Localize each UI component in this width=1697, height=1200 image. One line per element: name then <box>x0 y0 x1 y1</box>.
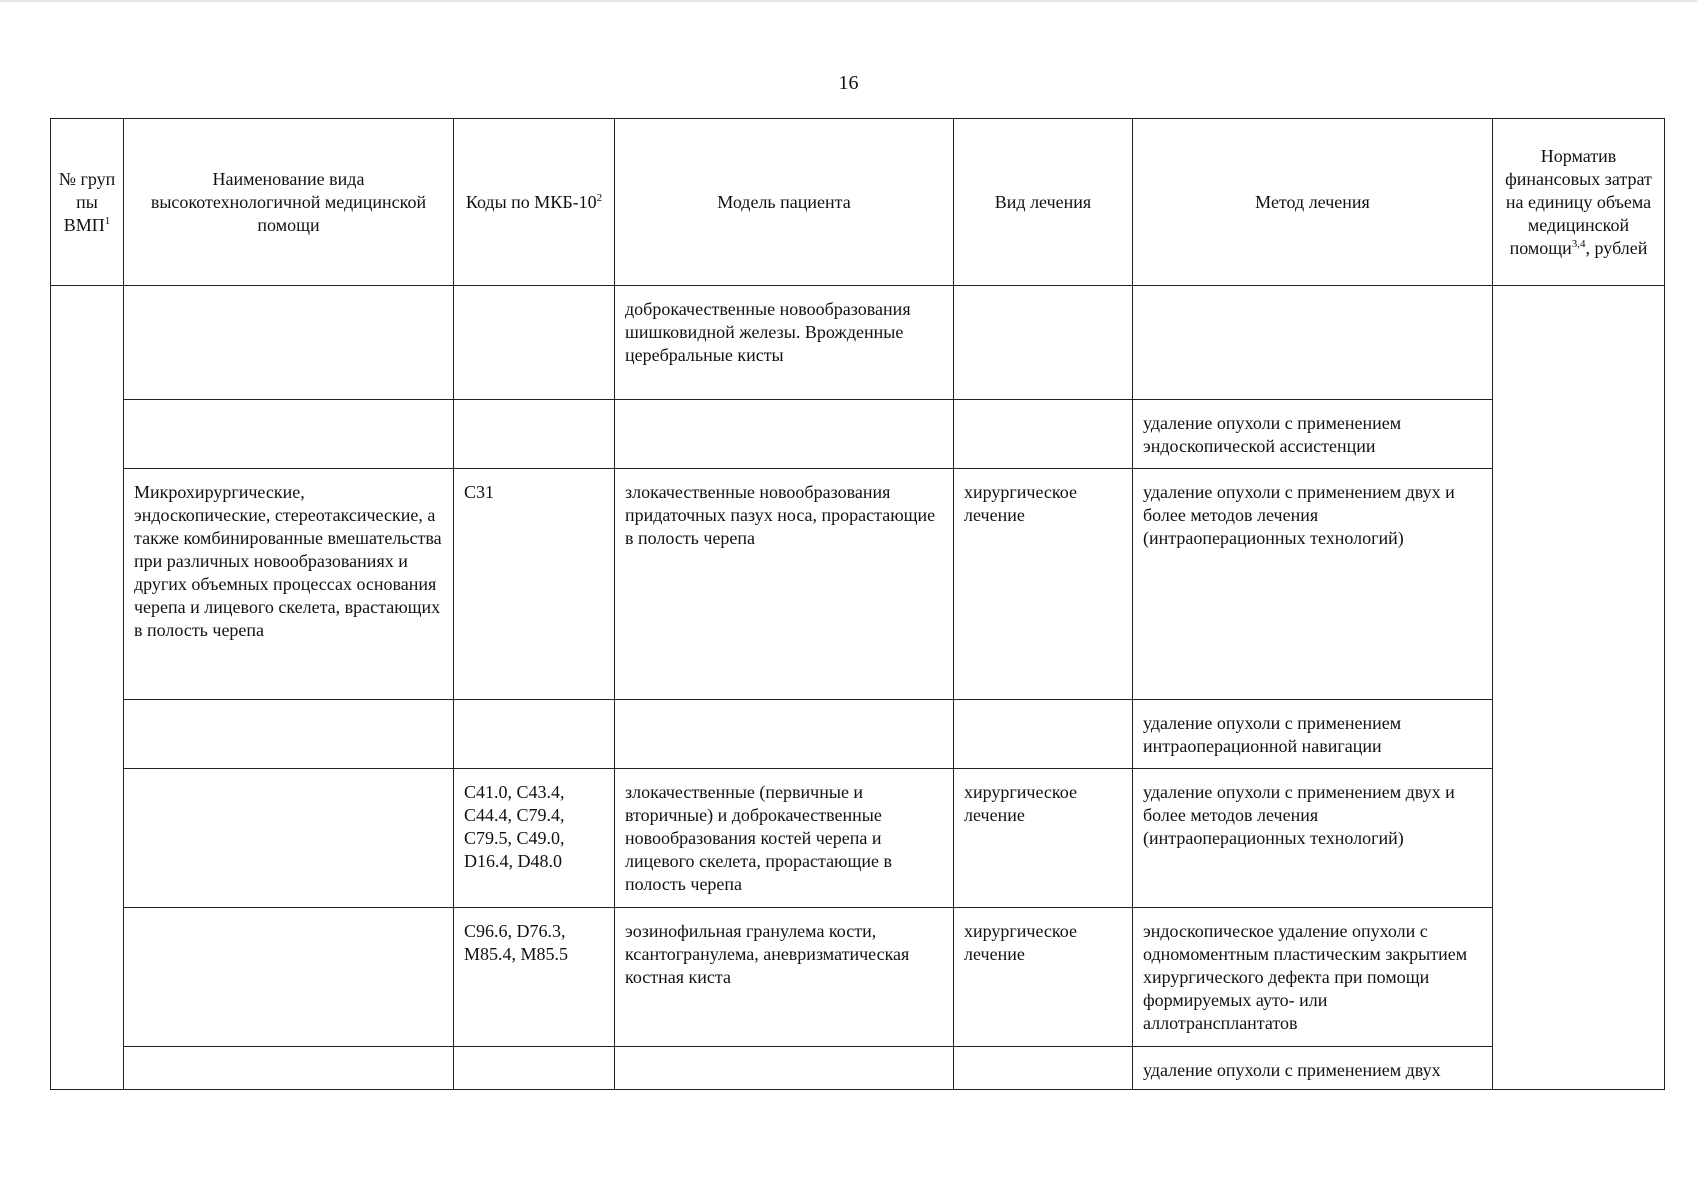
treatment-type-cell <box>954 286 1133 400</box>
codes-cell <box>454 286 615 400</box>
header-cost-norm <box>1493 119 1665 286</box>
name-cell <box>124 769 454 908</box>
name-cell <box>124 286 454 400</box>
treatment-method-cell: удаление опухоли с применением двух и более методов лечения (интраоперационных технологий) <box>1133 769 1493 908</box>
table-row <box>51 769 1665 908</box>
codes-cell: C41.0, C43.4, C44.4, C79.4, C79.5, C49.0, D16.4, D48.0 <box>454 769 615 908</box>
treatment-method-cell: удаление опухоли с применением двух и более методов лечения (интраоперационных технологий) <box>1133 469 1493 700</box>
table-row <box>51 400 1665 469</box>
cost-norm-cell <box>1493 286 1665 1090</box>
treatment-type-cell: хирургическое лечение <box>954 908 1133 1047</box>
header-cost-norm-footnote: 3,4 <box>1571 237 1586 250</box>
header-group-number-text: № груп пы ВМП <box>58 168 116 235</box>
patient-model-cell <box>615 400 954 469</box>
codes-cell <box>454 1047 615 1090</box>
name-cell <box>124 1047 454 1090</box>
treatment-method-cell: удаление опухоли с применением двух <box>1133 1047 1493 1090</box>
treatment-method-cell <box>1133 286 1493 400</box>
header-cost-norm-suffix: , рублей <box>1585 237 1648 258</box>
codes-cell <box>454 400 615 469</box>
patient-model-cell: злокачественные (первичные и вторичные) и доброкачественные новообразования костей черепа и лицевого скелета, прорастающие в полость черепа <box>615 769 954 908</box>
treatment-type-cell <box>954 1047 1133 1090</box>
treatment-type-cell <box>954 400 1133 469</box>
name-cell <box>124 700 454 769</box>
patient-model-cell <box>615 1047 954 1090</box>
header-row <box>51 119 1665 286</box>
name-cell: Микрохирургические, эндоскопические, стереотаксические, а также комбинированные вмешательства при различных новообразованиях и других объемных процессах основания черепа и лицевого скелета, врастающих в полость черепа <box>124 469 454 700</box>
group-number-cell <box>51 286 124 1090</box>
header-cost-norm-text: Норматив финансовых затрат на единицу объема медицинской помощи <box>1505 145 1652 258</box>
table-row <box>51 700 1665 769</box>
header-codes-footnote: 2 <box>596 191 603 204</box>
header-codes-text: Коды по МКБ-10 <box>465 191 597 212</box>
page-top-edge <box>0 0 1697 2</box>
codes-cell: C96.6, D76.3, M85.4, M85.5 <box>454 908 615 1047</box>
name-cell <box>124 400 454 469</box>
table-row <box>51 1047 1665 1090</box>
header-group-number <box>51 119 124 286</box>
header-group-number-footnote: 1 <box>104 214 111 227</box>
treatment-type-cell <box>954 700 1133 769</box>
patient-model-cell: эозинофильная гранулема кости, ксантогранулема, аневризматическая костная киста <box>615 908 954 1047</box>
header-patient-model: Модель пациента <box>615 119 954 286</box>
header-name: Наименование вида высокотехнологичной медицинской помощи <box>124 119 454 286</box>
patient-model-cell: доброкачественные новообразования шишковидной железы. Врожденные церебральные кисты <box>615 286 954 400</box>
vmp-table <box>50 118 1665 1090</box>
treatment-type-cell: хирургическое лечение <box>954 769 1133 908</box>
header-treatment-type: Вид лечения <box>954 119 1133 286</box>
patient-model-cell <box>615 700 954 769</box>
codes-cell: C31 <box>454 469 615 700</box>
page-number: 16 <box>838 72 859 94</box>
header-codes <box>454 119 615 286</box>
treatment-method-cell: удаление опухоли с применением интраоперационной навигации <box>1133 700 1493 769</box>
table-row <box>51 908 1665 1047</box>
treatment-method-cell: удаление опухоли с применением эндоскопической ассистенции <box>1133 400 1493 469</box>
patient-model-cell: злокачественные новообразования придаточных пазух носа, прорастающие в полость черепа <box>615 469 954 700</box>
header-treatment-method: Метод лечения <box>1133 119 1493 286</box>
treatment-method-cell: эндоскопическое удаление опухоли с одномоментным пластическим закрытием хирургического дефекта при помощи формируемых ауто- или аллотрансплантатов <box>1133 908 1493 1047</box>
table-row <box>51 286 1665 400</box>
table-row <box>51 469 1665 700</box>
name-cell <box>124 908 454 1047</box>
treatment-type-cell: хирургическое лечение <box>954 469 1133 700</box>
codes-cell <box>454 700 615 769</box>
